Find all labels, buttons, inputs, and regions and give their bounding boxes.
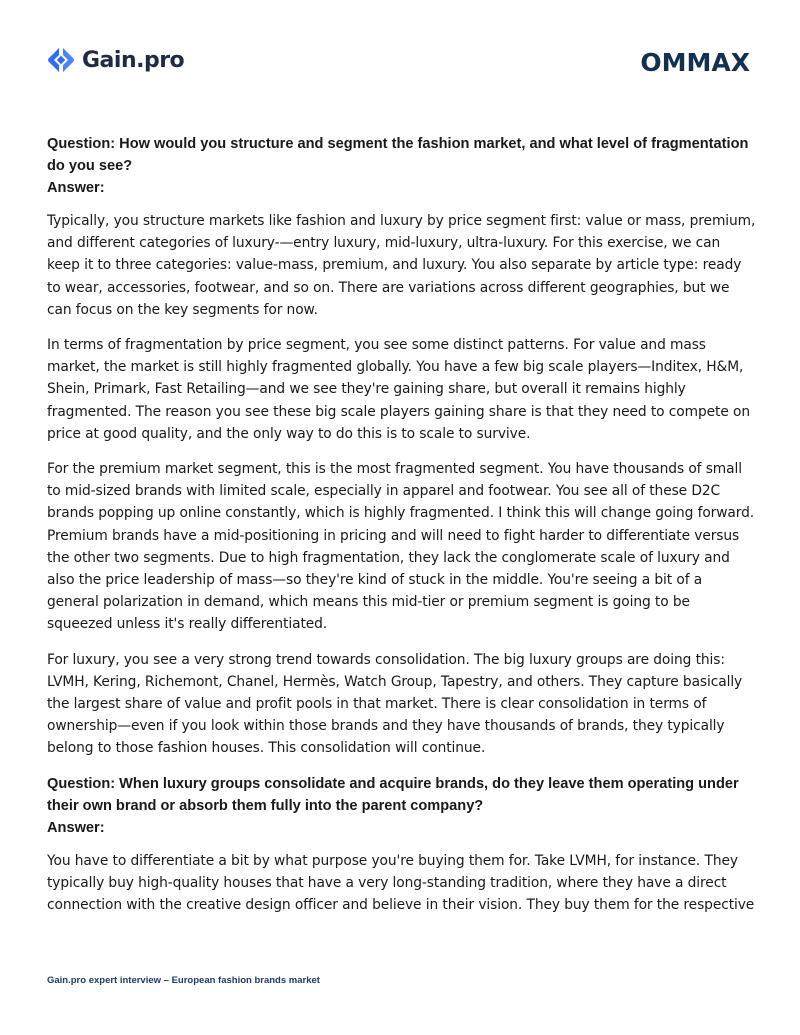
question-heading: Question: How would you structure and segment the fashion market, and what level of fragmentation do you see? — [47, 136, 749, 174]
answer-label: Answer: — [47, 180, 105, 196]
gain-logo-icon — [47, 46, 75, 74]
answer-paragraph: Typically, you structure markets like fashion and luxury by price segment first: value or mass, premium, and different categories of luxury-—entry luxury, mid-luxury, ultra-luxury. For this exercise, we can keep it to three categories: value-mass, premium, and luxury. You also separate by article type: ready to wear, accessories, footwear, and so on. There are variations across different geographies, but we can focus on the key segments for now. — [47, 213, 756, 318]
answer-paragraph: For luxury, you see a very strong trend towards consolidation. The big luxury groups are doing this: LVMH, Kering, Richemont, Chanel, Hermès, Watch Group, Tapestry, and others. They capture basically the largest share of value and profit pools in that market. There is clear consolidation in terms of ownership—even if you look within those brands and they have thousands of brands, they typically belong to those fashion houses. This consolidation will continue. — [47, 651, 743, 757]
answer-paragraph: For the premium market segment, this is the most fragmented segment. You have thousands of small to mid-sized brands with limited scale, especially in apparel and footwear. You see all of these D2C brands popping up online constantly, which is highly fragmented. I think this will change going forward. Premium brands have a mid-positioning in pricing and will need to fight harder to differentiate versus the other two segments. Due to high fragmentation, they lack the conglomerate scale of luxury and also the price leadership of mass—so they're kind of stuck in the middle. You're seeing a bit of a general polarization in demand, which means this mid-tier or premium segment is going to be squeezed unless it's really differentiated. — [47, 461, 755, 633]
question-heading: Question: When luxury groups consolidate and acquire brands, do they leave them operating under their own brand or absorb them fully into the parent company? — [47, 775, 739, 814]
answer-paragraph: You have to differentiate a bit by what purpose you're buying them for. Take LVMH, for instance. They typically buy high-quality houses that have a very long-standing tradition, where they have a direct connection with the creative design officer and believe in their vision. They buy them for the respective — [47, 852, 755, 914]
qa-section-2 — [47, 773, 757, 917]
qa-section-1 — [47, 133, 757, 760]
answer-label: Answer: — [47, 819, 105, 836]
document-body — [47, 133, 757, 929]
ommax-logo: OMMAX — [640, 48, 750, 77]
answer-paragraph: In terms of fragmentation by price segment, you see some distinct patterns. For value and mass market, the market is still highly fragmented globally. You have a few big scale players—Inditex, H&M, Shein, Primark, Fast Retailing—and we see they're gaining share, but overall it remains highly fragmented. The reason you see these big scale players gaining share is that they need to compete on price at good quality, and the only way to do this is to scale to survive. — [47, 337, 750, 442]
page-header — [0, 0, 800, 110]
gain-logo-text: Gain.pro — [82, 47, 185, 73]
gain-pro-logo — [47, 46, 184, 74]
page-footer: Gain.pro expert interview – European fashion brands market — [47, 975, 320, 986]
